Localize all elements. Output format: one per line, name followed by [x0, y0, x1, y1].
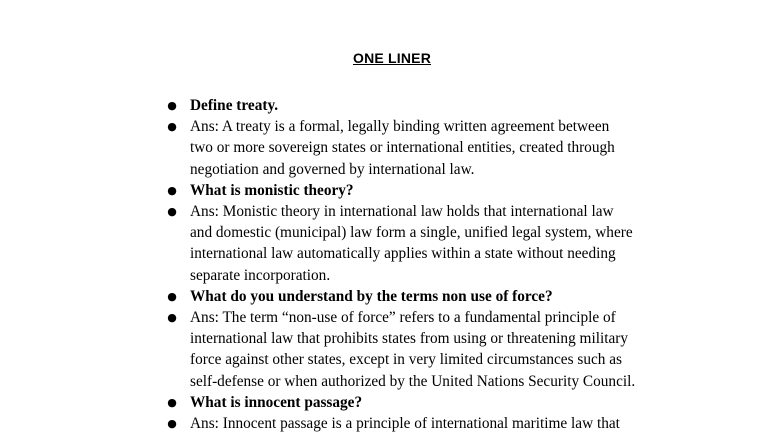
- bullet-icon: ●: [167, 289, 177, 303]
- text-line: two or more sovereign states or international entities, created through: [190, 139, 615, 157]
- list-item-question: [167, 286, 710, 307]
- list-item-answer: [167, 307, 710, 392]
- bullet-icon: ●: [167, 120, 177, 134]
- text-line: Ans: Monistic theory in international law holds that international law: [190, 203, 614, 221]
- text-line: and domestic (municipal) law form a single, unified legal system, where: [190, 224, 633, 242]
- list-item-question: [167, 95, 710, 116]
- bullet-icon: ●: [167, 205, 177, 219]
- text-line: force against other states, except in very limited circumstances such as: [190, 351, 622, 369]
- text-line: international law that prohibits states from using or threatening military: [190, 330, 628, 348]
- text-line: Ans: A treaty is a formal, legally binding written agreement between: [190, 118, 610, 136]
- bullet-icon: ●: [167, 395, 177, 409]
- text-line: self-defense or when authorized by the United Nations Security Council.: [190, 372, 636, 390]
- text-line: What is innocent passage?: [190, 393, 363, 411]
- bullet-icon: ●: [167, 99, 177, 112]
- text-line: international law automatically applies within a state without needing: [190, 245, 616, 263]
- bullet-icon: ●: [167, 417, 177, 431]
- list-item-question: [167, 392, 710, 413]
- list-item-answer: [167, 201, 710, 286]
- text-line: Ans: The term “non-use of force” refers to a fundamental principle of: [190, 309, 616, 327]
- bullet-icon: ●: [167, 311, 177, 325]
- list-item-answer: [167, 413, 710, 434]
- text-line: separate incorporation.: [190, 266, 331, 284]
- text-line: What do you understand by the terms non use of force?: [190, 287, 553, 305]
- text-line: Define treaty.: [190, 97, 279, 114]
- qa-list: [167, 95, 710, 434]
- bullet-icon: ●: [167, 183, 177, 197]
- text-line: negotiation and governed by international law.: [190, 160, 475, 178]
- list-item-answer: [167, 116, 710, 180]
- list-item-question: [167, 180, 710, 201]
- text-line: What is monistic theory?: [190, 181, 354, 199]
- text-line: Ans: Innocent passage is a principle of international maritime law that: [190, 415, 620, 433]
- page-title: ONE LINER: [352, 50, 432, 66]
